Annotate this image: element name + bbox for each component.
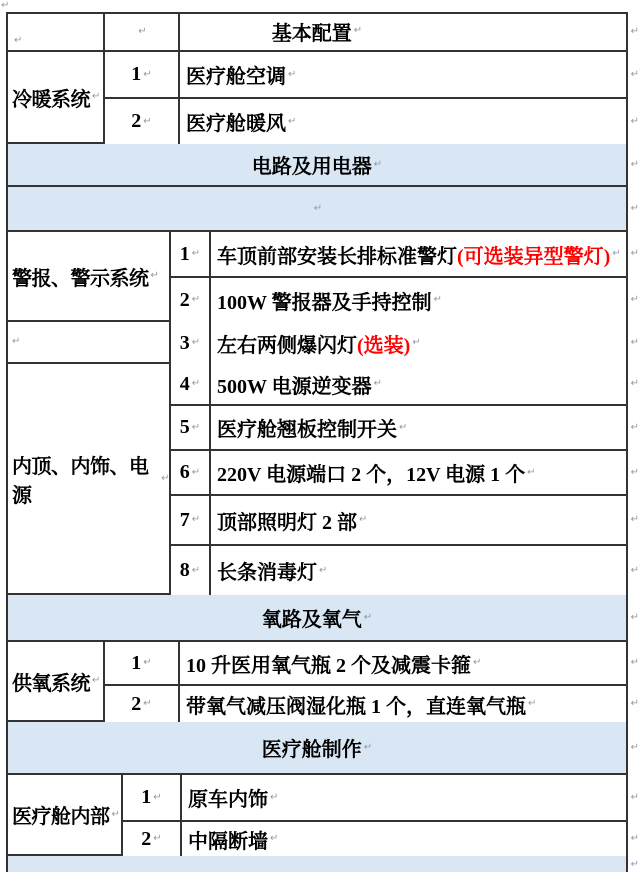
row-index: 2: [131, 692, 142, 715]
row-index: 6: [179, 461, 190, 483]
paragraph-mark: ↵: [412, 337, 421, 348]
section-title-row-basic: [8, 14, 639, 52]
paragraph-mark: ↵: [143, 115, 152, 127]
index-cell: [123, 822, 182, 856]
paragraph-mark: ↵: [630, 26, 639, 37]
table-row: [171, 406, 639, 451]
paragraph-mark: ↵: [319, 564, 328, 576]
table-row: [123, 822, 639, 856]
paragraph-mark: ↵: [353, 25, 363, 36]
paragraph-mark: ↵: [630, 68, 639, 80]
paragraph-mark: ↵: [191, 564, 201, 576]
index-cell: [105, 642, 180, 684]
paragraph-mark: ↵: [399, 421, 408, 433]
index-cell: [171, 546, 211, 595]
paragraph-mark: ↵: [630, 791, 639, 803]
item-cell: [180, 60, 626, 89]
section-header-text: 电路及用电器: [251, 156, 372, 178]
group-alarm-optional: [8, 322, 639, 364]
item-text: 100W 警报器及手持控制: [217, 291, 432, 314]
item-text: 左右两侧爆闪灯: [217, 334, 357, 357]
paragraph-mark: ↵: [191, 337, 201, 348]
item-text: 医疗舱翘板控制开关: [217, 419, 397, 441]
table-row: [105, 686, 639, 722]
item-text: 带氧气减压阀湿化瓶 1 个，直连氧气瓶: [186, 695, 526, 718]
row-index: 1: [141, 786, 152, 808]
item-cell: [211, 329, 626, 358]
table-row: [171, 278, 639, 322]
paragraph-mark: ↵: [161, 472, 169, 484]
item-text: 医疗舱暖风: [186, 113, 286, 135]
item-cell: [182, 783, 626, 812]
section-header-row-cabin: [8, 722, 639, 775]
paragraph-mark: ↵: [630, 115, 639, 127]
row-index: 1: [131, 63, 142, 85]
row-index: 7: [179, 508, 190, 531]
table-row: [105, 642, 639, 686]
group-alarm: [8, 232, 639, 322]
row-index: 2: [179, 288, 190, 311]
paragraph-mark: ↵: [373, 378, 383, 389]
index-cell: [105, 686, 180, 722]
category-label: 内顶、内饰、电源: [12, 455, 149, 507]
paragraph-mark: ↵: [363, 611, 373, 623]
optional-red-text: (选装): [357, 334, 411, 357]
table-row: [171, 546, 639, 595]
paragraph-mark: ↵: [191, 378, 201, 389]
index-cell: [171, 364, 211, 404]
index-cell: [105, 99, 180, 144]
category-cell-empty: [8, 322, 171, 364]
paragraph-mark: ↵: [630, 421, 639, 433]
paragraph-mark: ↵: [359, 514, 368, 525]
paragraph-mark: ↵: [630, 741, 639, 753]
paragraph-mark: ↵: [473, 657, 482, 668]
category-cell: [8, 232, 171, 322]
section-header-row-empty: [8, 187, 639, 232]
table-row: [171, 364, 639, 406]
index-cell: [171, 496, 211, 544]
paragraph-mark: ↵: [153, 833, 162, 844]
config-table: [6, 12, 639, 872]
group-interior-power: [8, 364, 639, 595]
paragraph-mark: ↵: [270, 833, 279, 844]
paragraph-mark: ↵: [111, 808, 120, 820]
item-cell: [211, 286, 626, 315]
index-cell: [171, 451, 211, 494]
paragraph-mark: ↵: [92, 675, 100, 686]
item-cell-empty: [180, 14, 626, 50]
paragraph-mark: ↵: [630, 611, 639, 623]
section-header-row-clipped: [8, 856, 639, 872]
index-cell: [123, 775, 182, 820]
item-text: 原车内饰: [188, 789, 268, 811]
paragraph-mark: ↵: [14, 35, 23, 46]
index-cell: [171, 406, 211, 449]
category-cell: [8, 775, 123, 856]
paragraph-mark: ↵: [313, 202, 323, 214]
index-cell: [171, 232, 211, 276]
item-cell: [182, 825, 626, 854]
paragraph-mark: ↵: [143, 698, 152, 709]
category-label: 警报、警示系统: [12, 267, 149, 290]
item-text: 中隔断墙: [188, 830, 268, 853]
paragraph-mark: ↵: [153, 791, 162, 803]
paragraph-mark: ↵: [363, 741, 373, 753]
category-label: 冷暖系统: [12, 88, 90, 111]
table-row: [105, 52, 639, 99]
row-index: 2: [141, 827, 152, 850]
index-cell: [171, 322, 211, 364]
paragraph-mark: ↵: [270, 791, 279, 803]
paragraph-mark: ↵: [630, 657, 639, 668]
item-cell: [180, 649, 626, 678]
paragraph-mark: ↵: [191, 514, 201, 525]
paragraph-mark: ↵: [191, 248, 201, 259]
paragraph-mark: ↵: [1, 0, 10, 11]
category-label: 供氧系统: [12, 672, 90, 695]
table-row: [105, 99, 639, 144]
category-cell-empty: [8, 14, 105, 50]
table-row: [171, 451, 639, 496]
paragraph-mark: ↵: [288, 68, 297, 80]
group-oxygen-supply: [8, 642, 639, 722]
item-text: 车顶前部安装长排标准警灯: [217, 245, 457, 268]
row-index: 4: [179, 372, 190, 395]
row-index: 1: [179, 242, 190, 265]
paragraph-mark: ↵: [630, 466, 639, 478]
item-cell: [211, 413, 626, 442]
paragraph-mark: ↵: [288, 115, 297, 127]
paragraph-mark: ↵: [630, 514, 639, 525]
item-text: 长条消毒灯: [217, 562, 317, 584]
item-cell: [211, 240, 626, 269]
paragraph-mark: ↵: [143, 68, 152, 80]
item-cell: [211, 458, 626, 487]
paragraph-mark: ↵: [191, 294, 201, 305]
paragraph-mark: ↵: [630, 337, 639, 348]
category-cell: [8, 364, 171, 595]
section-header-row-oxygen: [8, 595, 639, 642]
row-index: 2: [131, 110, 142, 132]
section-header-row-electric: [8, 144, 639, 187]
paragraph-mark: ↵: [630, 564, 639, 576]
section-header-text: 医疗舱制作: [261, 739, 362, 761]
row-index: 8: [179, 559, 190, 581]
paragraph-mark: ↵: [630, 833, 639, 844]
item-text: 500W 电源逆变器: [217, 375, 372, 398]
item-text: 医疗舱空调: [186, 66, 286, 88]
paragraph-mark: ↵: [630, 378, 639, 389]
paragraph-mark: ↵: [630, 158, 639, 170]
section-header-text: 氧路及氧气: [261, 609, 362, 631]
item-text: 220V 电源端口 2 个，12V 电源 1 个: [217, 464, 526, 486]
table-row: [171, 232, 639, 278]
paragraph-mark: ↵: [138, 26, 147, 37]
category-cell: [8, 52, 105, 144]
paragraph-mark: ↵: [373, 158, 383, 170]
table-row: [171, 322, 639, 364]
item-cell: [180, 690, 626, 719]
table-row: [123, 775, 639, 822]
paragraph-mark: ↵: [630, 859, 639, 870]
index-cell-empty: [105, 14, 180, 50]
item-text: 顶部照明灯 2 部: [217, 511, 357, 534]
item-cell: [211, 506, 626, 535]
paragraph-mark: ↵: [630, 248, 639, 259]
item-text: 10 升医用氧气瓶 2 个及减震卡箍: [186, 654, 471, 677]
category-cell: [8, 642, 105, 722]
paragraph-mark: ↵: [630, 698, 639, 709]
paragraph-mark: ↵: [528, 698, 537, 709]
paragraph-mark: ↵: [92, 91, 100, 102]
item-cell: [211, 556, 626, 585]
row-index: 5: [179, 416, 190, 438]
paragraph-mark: ↵: [527, 466, 536, 478]
group-cabin-interior: [8, 775, 639, 856]
item-cell: [180, 107, 626, 136]
table-row: [171, 496, 639, 546]
paragraph-mark: ↵: [191, 466, 201, 478]
paragraph-mark: ↵: [630, 294, 639, 305]
optional-red-text: (可选装异型警灯): [457, 245, 611, 268]
category-label: 医疗舱内部: [12, 806, 110, 828]
paragraph-mark: ↵: [143, 657, 152, 668]
index-cell: [105, 52, 180, 97]
row-index: 3: [179, 331, 190, 354]
section-title-text: 基本配置: [271, 22, 352, 45]
paragraph-mark: ↵: [191, 421, 201, 433]
paragraph-mark: ↵: [150, 270, 159, 281]
item-cell: [211, 370, 626, 399]
group-cooling: [8, 52, 639, 144]
paragraph-mark: ↵: [433, 294, 443, 305]
index-cell: [171, 278, 211, 322]
paragraph-mark: ↵: [612, 248, 621, 259]
paragraph-mark: ↵: [12, 336, 20, 347]
paragraph-mark: ↵: [630, 202, 639, 214]
row-index: 1: [131, 651, 142, 674]
